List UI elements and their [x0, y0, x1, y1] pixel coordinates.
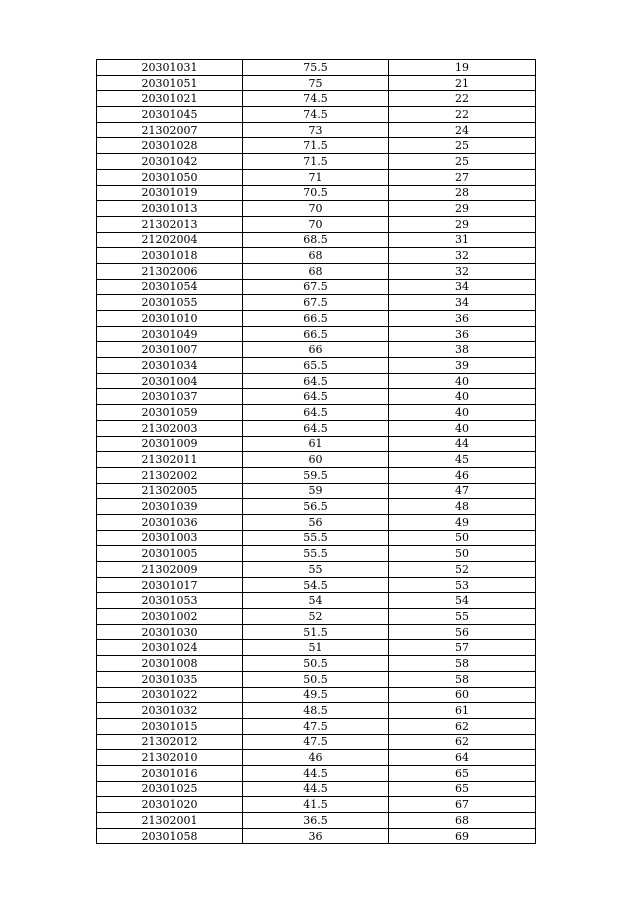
score-cell: 70.5: [243, 185, 389, 201]
rank-cell: 58: [389, 671, 536, 687]
rank-cell: 22: [389, 107, 536, 123]
table-row: [97, 60, 536, 76]
table-row: [97, 687, 536, 703]
score-cell: 56: [243, 514, 389, 530]
candidate-id-cell: 20301009: [97, 436, 243, 452]
score-cell: 48.5: [243, 703, 389, 719]
score-cell: 71.5: [243, 138, 389, 154]
score-cell: 64.5: [243, 405, 389, 421]
rank-cell: 44: [389, 436, 536, 452]
rank-cell: 32: [389, 248, 536, 264]
candidate-id-cell: 20301055: [97, 295, 243, 311]
table-row: [97, 373, 536, 389]
table-row: [97, 342, 536, 358]
rank-cell: 69: [389, 828, 536, 844]
score-cell: 44.5: [243, 781, 389, 797]
table-row: [97, 734, 536, 750]
score-cell: 64.5: [243, 389, 389, 405]
table-row: [97, 138, 536, 154]
table-row: [97, 671, 536, 687]
table-row: [97, 389, 536, 405]
rank-cell: 22: [389, 91, 536, 107]
table-row: [97, 107, 536, 123]
candidate-id-cell: 21302012: [97, 734, 243, 750]
candidate-id-cell: 21302005: [97, 483, 243, 499]
score-table: [96, 59, 536, 844]
candidate-id-cell: 21202004: [97, 232, 243, 248]
rank-cell: 64: [389, 750, 536, 766]
candidate-id-cell: 20301042: [97, 154, 243, 170]
table-row: [97, 593, 536, 609]
table-row: [97, 452, 536, 468]
score-cell: 55.5: [243, 546, 389, 562]
score-cell: 60: [243, 452, 389, 468]
rank-cell: 19: [389, 60, 536, 76]
candidate-id-cell: 20301002: [97, 609, 243, 625]
table-row: [97, 91, 536, 107]
candidate-id-cell: 21302001: [97, 813, 243, 829]
score-cell: 65.5: [243, 358, 389, 374]
rank-cell: 58: [389, 656, 536, 672]
rank-cell: 49: [389, 514, 536, 530]
table-row: [97, 248, 536, 264]
score-cell: 74.5: [243, 91, 389, 107]
rank-cell: 21: [389, 75, 536, 91]
rank-cell: 25: [389, 138, 536, 154]
score-cell: 67.5: [243, 295, 389, 311]
table-row: [97, 514, 536, 530]
table-row: [97, 201, 536, 217]
table-row: [97, 718, 536, 734]
score-cell: 50.5: [243, 671, 389, 687]
score-cell: 54.5: [243, 577, 389, 593]
candidate-id-cell: 20301017: [97, 577, 243, 593]
table-row: [97, 185, 536, 201]
candidate-id-cell: 20301018: [97, 248, 243, 264]
rank-cell: 62: [389, 718, 536, 734]
score-cell: 74.5: [243, 107, 389, 123]
rank-cell: 36: [389, 326, 536, 342]
rank-cell: 34: [389, 295, 536, 311]
score-cell: 55: [243, 562, 389, 578]
rank-cell: 39: [389, 358, 536, 374]
score-cell: 36: [243, 828, 389, 844]
score-cell: 71: [243, 169, 389, 185]
candidate-id-cell: 20301004: [97, 373, 243, 389]
candidate-id-cell: 21302009: [97, 562, 243, 578]
rank-cell: 67: [389, 797, 536, 813]
candidate-id-cell: 21302011: [97, 452, 243, 468]
score-cell: 61: [243, 436, 389, 452]
score-cell: 54: [243, 593, 389, 609]
score-table-body: [97, 60, 536, 844]
candidate-id-cell: 20301013: [97, 201, 243, 217]
candidate-id-cell: 20301015: [97, 718, 243, 734]
table-row: [97, 263, 536, 279]
table-row: [97, 797, 536, 813]
candidate-id-cell: 21302010: [97, 750, 243, 766]
rank-cell: 36: [389, 311, 536, 327]
candidate-id-cell: 20301037: [97, 389, 243, 405]
candidate-id-cell: 20301028: [97, 138, 243, 154]
rank-cell: 62: [389, 734, 536, 750]
table-row: [97, 279, 536, 295]
table-row: [97, 624, 536, 640]
rank-cell: 47: [389, 483, 536, 499]
candidate-id-cell: 20301045: [97, 107, 243, 123]
score-cell: 70: [243, 201, 389, 217]
rank-cell: 55: [389, 609, 536, 625]
score-cell: 59: [243, 483, 389, 499]
table-row: [97, 530, 536, 546]
candidate-id-cell: 20301036: [97, 514, 243, 530]
rank-cell: 53: [389, 577, 536, 593]
score-cell: 73: [243, 122, 389, 138]
rank-cell: 29: [389, 201, 536, 217]
rank-cell: 57: [389, 640, 536, 656]
candidate-id-cell: 21302003: [97, 420, 243, 436]
table-row: [97, 656, 536, 672]
score-cell: 44.5: [243, 765, 389, 781]
table-row: [97, 358, 536, 374]
candidate-id-cell: 20301032: [97, 703, 243, 719]
score-cell: 59.5: [243, 467, 389, 483]
table-row: [97, 436, 536, 452]
table-row: [97, 562, 536, 578]
score-cell: 51.5: [243, 624, 389, 640]
score-cell: 66: [243, 342, 389, 358]
table-row: [97, 295, 536, 311]
rank-cell: 68: [389, 813, 536, 829]
rank-cell: 65: [389, 765, 536, 781]
table-row: [97, 703, 536, 719]
score-cell: 71.5: [243, 154, 389, 170]
table-row: [97, 122, 536, 138]
score-cell: 64.5: [243, 373, 389, 389]
score-cell: 56.5: [243, 499, 389, 515]
table-row: [97, 499, 536, 515]
table-row: [97, 546, 536, 562]
candidate-id-cell: 20301021: [97, 91, 243, 107]
candidate-id-cell: 20301058: [97, 828, 243, 844]
score-cell: 75: [243, 75, 389, 91]
candidate-id-cell: 20301007: [97, 342, 243, 358]
candidate-id-cell: 20301016: [97, 765, 243, 781]
candidate-id-cell: 21302013: [97, 216, 243, 232]
rank-cell: 29: [389, 216, 536, 232]
candidate-id-cell: 20301022: [97, 687, 243, 703]
table-row: [97, 75, 536, 91]
score-cell: 68: [243, 263, 389, 279]
candidate-id-cell: 20301020: [97, 797, 243, 813]
table-row: [97, 765, 536, 781]
table-row: [97, 828, 536, 844]
score-cell: 67.5: [243, 279, 389, 295]
score-cell: 47.5: [243, 734, 389, 750]
rank-cell: 25: [389, 154, 536, 170]
table-row: [97, 609, 536, 625]
candidate-id-cell: 20301053: [97, 593, 243, 609]
rank-cell: 54: [389, 593, 536, 609]
candidate-id-cell: 20301010: [97, 311, 243, 327]
table-row: [97, 311, 536, 327]
candidate-id-cell: 20301031: [97, 60, 243, 76]
score-cell: 47.5: [243, 718, 389, 734]
rank-cell: 60: [389, 687, 536, 703]
rank-cell: 40: [389, 373, 536, 389]
rank-cell: 34: [389, 279, 536, 295]
score-cell: 36.5: [243, 813, 389, 829]
candidate-id-cell: 21302007: [97, 122, 243, 138]
rank-cell: 48: [389, 499, 536, 515]
score-cell: 68: [243, 248, 389, 264]
rank-cell: 61: [389, 703, 536, 719]
candidate-id-cell: 20301054: [97, 279, 243, 295]
candidate-id-cell: 20301034: [97, 358, 243, 374]
candidate-id-cell: 20301030: [97, 624, 243, 640]
score-cell: 75.5: [243, 60, 389, 76]
table-row: [97, 326, 536, 342]
rank-cell: 46: [389, 467, 536, 483]
table-row: [97, 483, 536, 499]
candidate-id-cell: 20301024: [97, 640, 243, 656]
candidate-id-cell: 20301003: [97, 530, 243, 546]
table-row: [97, 813, 536, 829]
rank-cell: 45: [389, 452, 536, 468]
table-row: [97, 420, 536, 436]
score-cell: 49.5: [243, 687, 389, 703]
candidate-id-cell: 20301025: [97, 781, 243, 797]
candidate-id-cell: 21302002: [97, 467, 243, 483]
table-row: [97, 467, 536, 483]
score-cell: 64.5: [243, 420, 389, 436]
candidate-id-cell: 20301051: [97, 75, 243, 91]
score-cell: 68.5: [243, 232, 389, 248]
score-cell: 66.5: [243, 326, 389, 342]
score-cell: 41.5: [243, 797, 389, 813]
table-row: [97, 577, 536, 593]
candidate-id-cell: 20301049: [97, 326, 243, 342]
rank-cell: 40: [389, 420, 536, 436]
rank-cell: 32: [389, 263, 536, 279]
table-row: [97, 640, 536, 656]
table-row: [97, 781, 536, 797]
score-cell: 46: [243, 750, 389, 766]
rank-cell: 38: [389, 342, 536, 358]
rank-cell: 40: [389, 405, 536, 421]
rank-cell: 52: [389, 562, 536, 578]
score-cell: 55.5: [243, 530, 389, 546]
candidate-id-cell: 21302006: [97, 263, 243, 279]
candidate-id-cell: 20301059: [97, 405, 243, 421]
candidate-id-cell: 20301008: [97, 656, 243, 672]
table-row: [97, 154, 536, 170]
score-cell: 70: [243, 216, 389, 232]
rank-cell: 50: [389, 530, 536, 546]
candidate-id-cell: 20301035: [97, 671, 243, 687]
rank-cell: 56: [389, 624, 536, 640]
table-row: [97, 232, 536, 248]
rank-cell: 50: [389, 546, 536, 562]
candidate-id-cell: 20301019: [97, 185, 243, 201]
rank-cell: 65: [389, 781, 536, 797]
candidate-id-cell: 20301050: [97, 169, 243, 185]
table-row: [97, 169, 536, 185]
table-row: [97, 750, 536, 766]
candidate-id-cell: 20301039: [97, 499, 243, 515]
candidate-id-cell: 20301005: [97, 546, 243, 562]
rank-cell: 40: [389, 389, 536, 405]
score-cell: 66.5: [243, 311, 389, 327]
score-cell: 52: [243, 609, 389, 625]
rank-cell: 27: [389, 169, 536, 185]
rank-cell: 28: [389, 185, 536, 201]
score-cell: 51: [243, 640, 389, 656]
rank-cell: 24: [389, 122, 536, 138]
table-row: [97, 405, 536, 421]
table-row: [97, 216, 536, 232]
score-cell: 50.5: [243, 656, 389, 672]
rank-cell: 31: [389, 232, 536, 248]
